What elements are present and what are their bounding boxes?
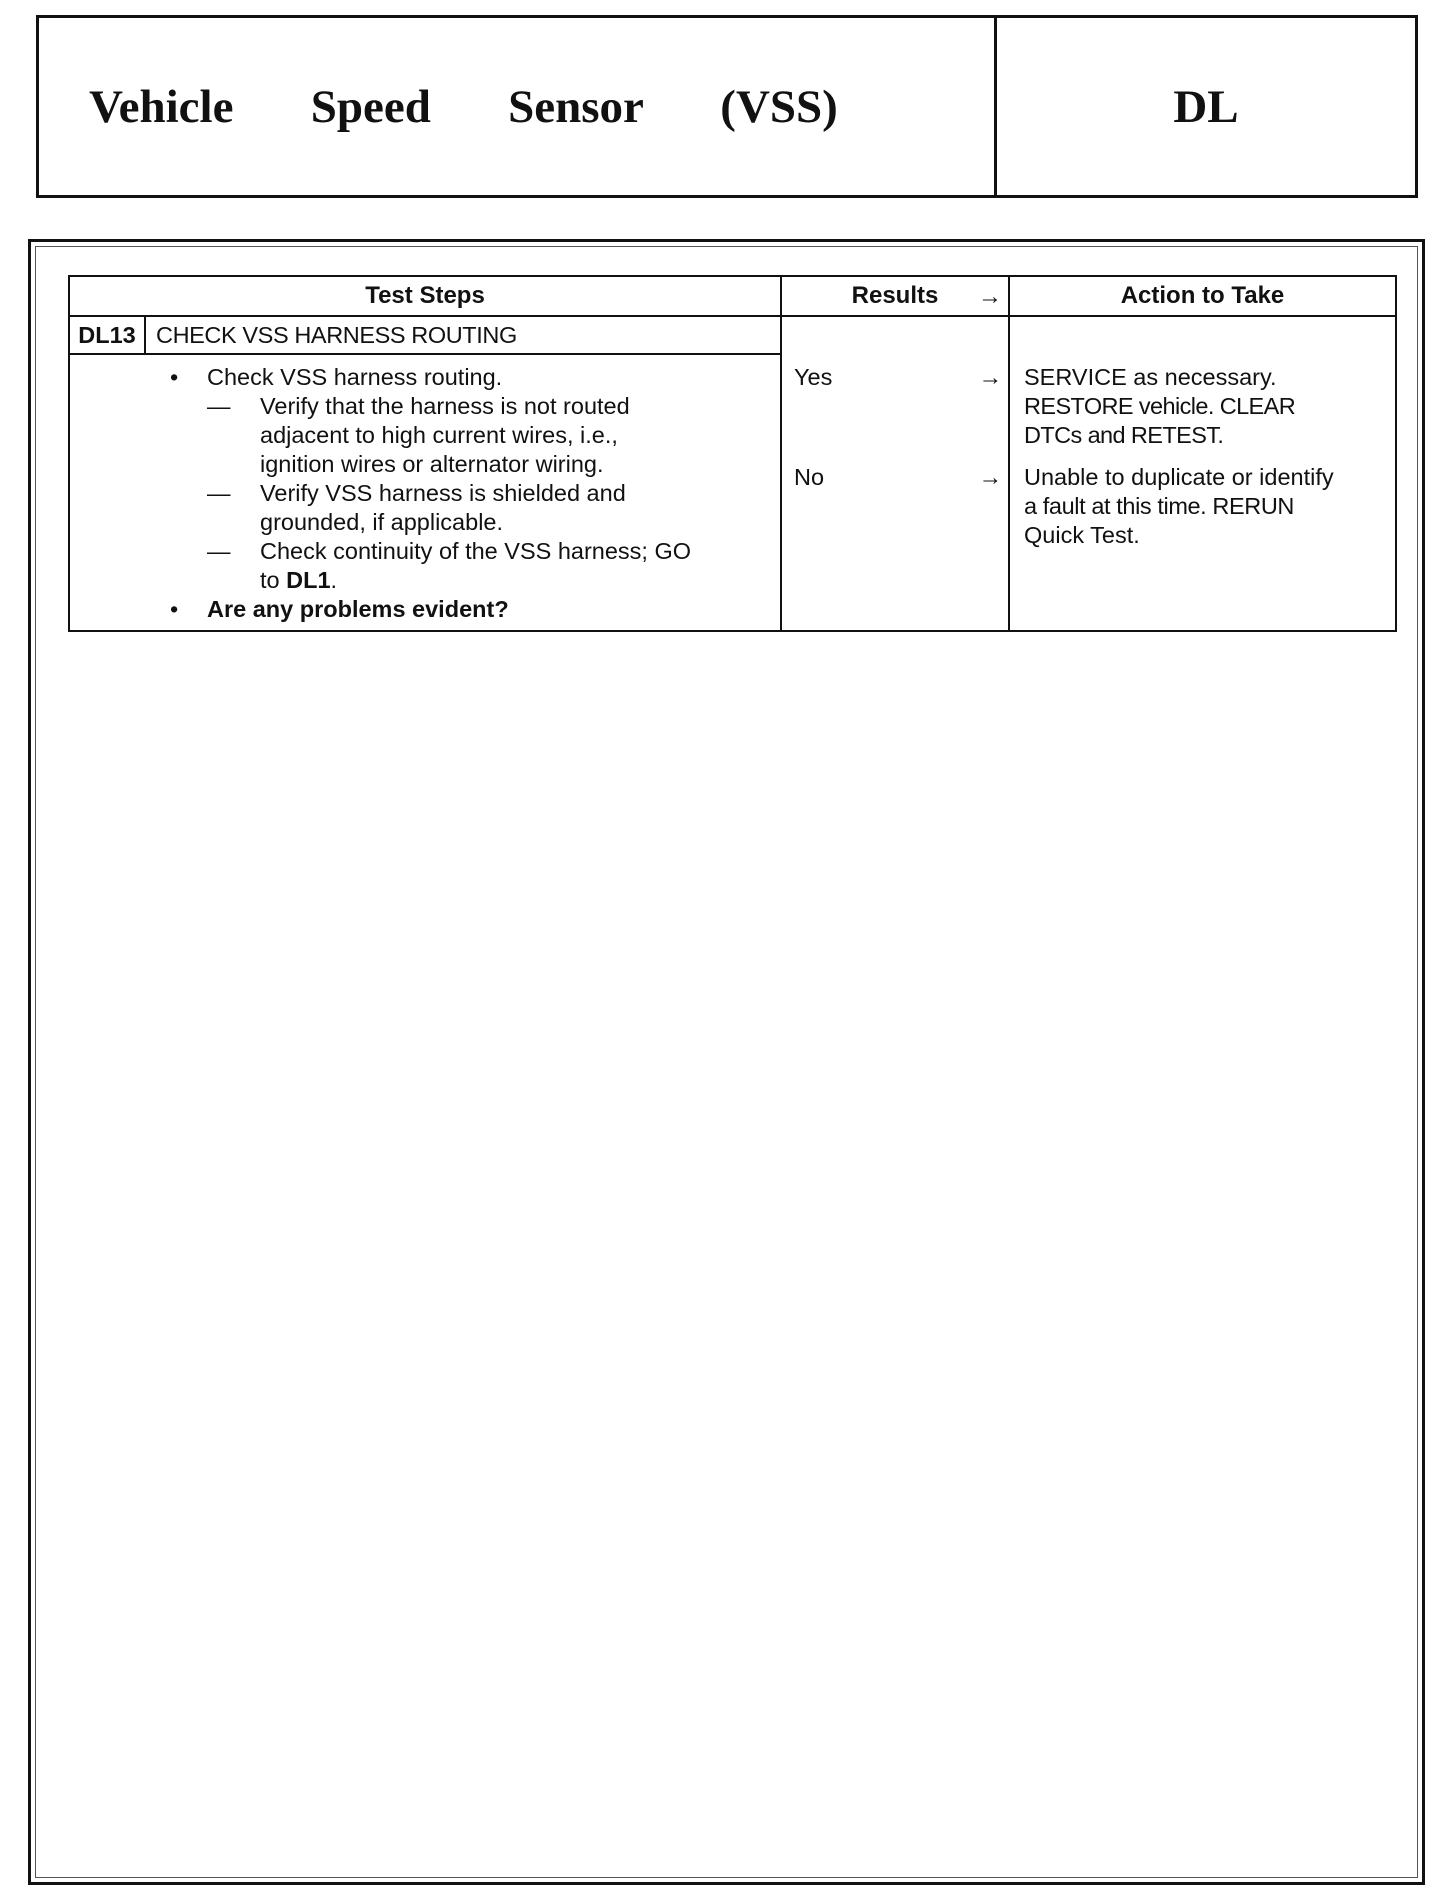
sub-item-line: adjacent to high current wires, i.e., [260, 422, 618, 448]
sub-item-line: Verify VSS harness is shielded and [260, 480, 626, 506]
dash-icon: — [207, 393, 231, 419]
result-no-arrow-icon: → [978, 464, 1002, 490]
go-to-prefix: to [260, 567, 287, 593]
step-question [80, 595, 770, 624]
result-yes [782, 363, 1008, 392]
sub-item-line: ignition wires or alternator wiring. [260, 451, 604, 477]
bullet-icon: • [170, 364, 179, 390]
sub-item-line [260, 566, 770, 595]
dash-icon: — [207, 480, 231, 506]
action-cell [1009, 316, 1396, 631]
sub-item-line: Check continuity of the VSS harness; GO [260, 538, 692, 564]
result-yes-arrow-icon: → [978, 364, 1002, 390]
sub-item [80, 479, 770, 537]
step-bullet [80, 363, 770, 392]
step-code: DL13 [70, 317, 146, 353]
step-id-cell [69, 316, 781, 354]
action-yes-line: SERVICE as necessary. [1024, 364, 1277, 390]
step-title: CHECK VSS HARNESS ROUTING [156, 321, 517, 348]
results-cell [781, 316, 1009, 631]
action-yes-line: DTCs and RETEST. [1024, 422, 1224, 448]
result-no [782, 463, 1008, 492]
bullet-text: Check VSS harness routing. [207, 364, 503, 390]
sub-item [80, 537, 770, 595]
step-body-cell [69, 354, 781, 631]
sub-item-line: Verify that the harness is not routed [260, 393, 630, 419]
sub-item [80, 392, 770, 479]
results-header-arrow-icon: → [978, 283, 1002, 310]
result-no-label: No [794, 464, 825, 490]
action-no-line: Quick Test. [1024, 522, 1140, 548]
page-title: Vehicle Speed Sensor (VSS) [39, 18, 997, 195]
action-yes [1010, 363, 1395, 450]
action-yes-line: RESTORE vehicle. CLEAR [1024, 393, 1296, 419]
result-yes-label: Yes [794, 364, 833, 390]
action-no [1010, 463, 1395, 550]
sub-item-line: grounded, if applicable. [260, 509, 504, 535]
column-header-action: Action to Take [1009, 276, 1396, 316]
step-reference: DL1 [286, 567, 331, 593]
step-id-row [69, 316, 1396, 354]
section-code: DL [1173, 80, 1239, 133]
go-to-suffix: . [330, 567, 338, 593]
content-frame [28, 239, 1425, 1885]
action-no-line: Unable to duplicate or identify [1024, 464, 1334, 490]
test-steps-table [68, 275, 1397, 632]
column-header-test-steps: Test Steps [69, 276, 781, 316]
bullet-icon: • [170, 596, 179, 622]
dash-icon: — [207, 538, 231, 564]
question-text: Are any problems evident? [207, 596, 509, 622]
column-header-results [781, 276, 1009, 316]
page-header [36, 15, 1418, 198]
action-no-line: a fault at this time. RERUN [1024, 493, 1294, 519]
table-header-row [69, 276, 1396, 316]
results-header-label: Results [851, 282, 939, 309]
